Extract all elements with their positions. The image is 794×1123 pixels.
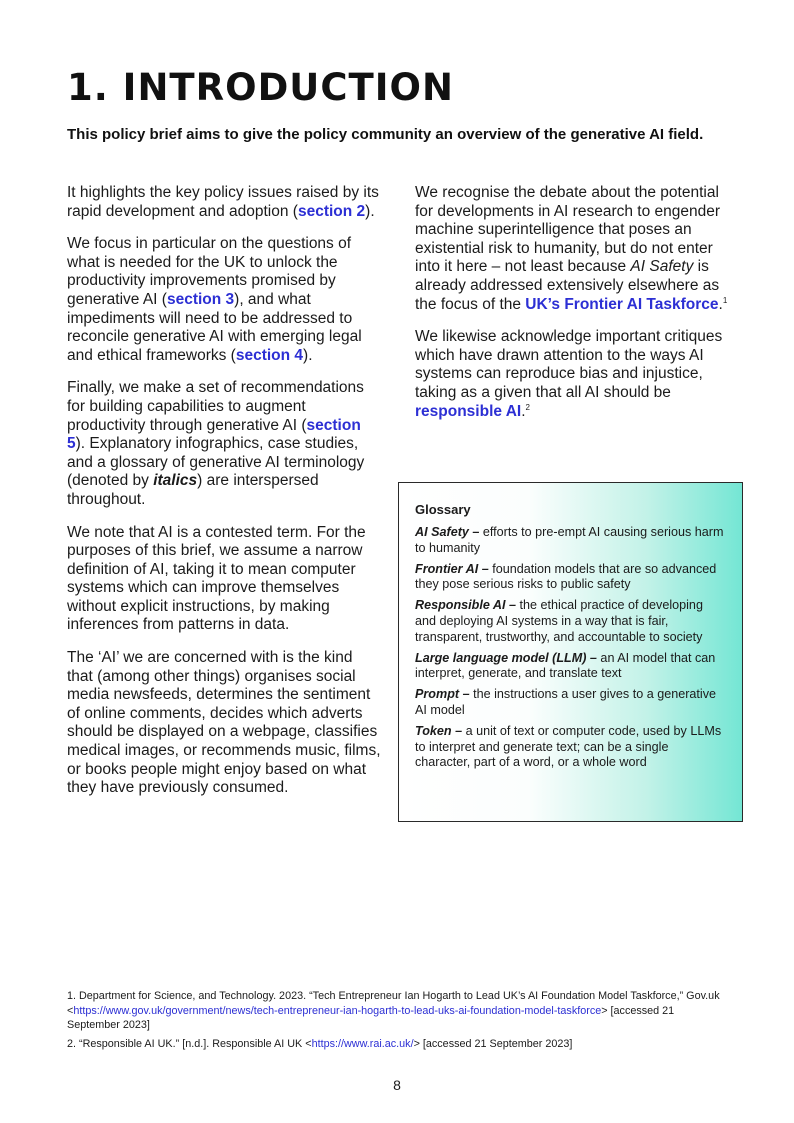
footnote-ref-1[interactable]: 1 — [722, 295, 728, 305]
footnote-ref-2[interactable]: 2 — [525, 402, 530, 412]
glossary-entry-llm — [415, 651, 726, 683]
glossary-definition: the instructions a user gives to a generative AI model — [415, 687, 717, 717]
glossary-entry-token — [415, 724, 726, 771]
right-paragraph-1 — [415, 184, 730, 314]
text-segment: Finally, we make a set of recommendations for building capabilities to augment productivity through generative AI ( — [67, 379, 364, 434]
glossary-term: Responsible AI – — [415, 598, 517, 613]
left-paragraph-3 — [67, 379, 381, 509]
glossary-definition: a unit of text or computer code, used by LLMs to interpret and generate text; can be a single character, part of a word, or a whole word — [415, 723, 722, 770]
text-segment: . — [718, 295, 723, 313]
text-segment: ), and what impediments will need to be addressed to reconcile generative AI with emerging legal and ethical frameworks ( — [67, 290, 362, 364]
text-segment: We focus in particular on the questions of what is needed for the UK to unlock the productivity improvements promised by generative AI ( — [67, 235, 352, 308]
glossary-term: Token – — [415, 723, 463, 738]
text-segment: It highlights the key policy issues raised by its rapid development and adoption ( — [67, 184, 379, 220]
footnote-2 — [67, 1037, 727, 1052]
footnote-1-url-link[interactable]: https://www.gov.uk/government/news/tech-entrepreneur-ian-hogarth-to-lead-uks-ai-foundation-model-taskforce — [73, 1004, 602, 1017]
section-5-link[interactable]: section 5 — [67, 416, 361, 453]
ai-safety-term: AI Safety — [630, 258, 694, 276]
glossary-box — [398, 482, 743, 822]
footnote-1 — [67, 989, 727, 1033]
page-number: 8 — [393, 1077, 401, 1093]
glossary-term: Large language model (LLM) – — [415, 650, 597, 665]
left-paragraph-1 — [67, 184, 381, 221]
glossary-entry-ai-safety — [415, 525, 726, 557]
glossary-definition: efforts to pre-empt AI causing serious harm to humanity — [415, 525, 724, 555]
glossary-definition: foundation models that are so advanced they pose serious risks to public safety — [415, 561, 717, 592]
text-segment: ). — [303, 346, 313, 364]
section-4-link[interactable]: section 4 — [235, 346, 304, 364]
lead-paragraph: This policy brief aims to give the policy community an overview of the generative AI field. — [67, 126, 704, 143]
left-paragraph-4: We note that AI is a contested term. For the purposes of this brief, we assume a narrow definition of AI, taking it to mean computer systems which can improve themselves without explicit instructions, by making inferences from patterns in data. — [67, 523, 366, 634]
glossary-term: AI Safety – — [415, 525, 480, 539]
glossary-term: Frontier AI – — [415, 561, 489, 576]
footnotes — [67, 989, 727, 1055]
text-segment: We likewise acknowledge important critiques which have drawn attention to the ways AI systems can reproduce bias and injustice, taking as a given that all AI should be — [415, 328, 723, 401]
left-paragraph-2 — [67, 235, 381, 365]
text-segment: > [accessed 21 September 2023] — [413, 1037, 573, 1050]
section-3-link[interactable]: section 3 — [166, 290, 235, 308]
left-paragraph-5: The ‘AI’ we are concerned with is the kind that (among other things) organises social media newsfeeds, determines the sentiment of online comments, decides which adverts should be displayed on a webpage, classifies medical images, or recommends music, films, or books people might enjoy based on what they have previously consumed. — [67, 649, 381, 797]
glossary-definition: the ethical practice of developing and deploying AI systems in a way that is fair, transparent, trustworthy, and accountable to society — [415, 598, 703, 644]
italics-example: italics — [153, 472, 198, 490]
left-column — [67, 184, 381, 812]
glossary-entry-prompt — [415, 687, 726, 719]
glossary-definition: an AI model that can interpret, generate, and translate text — [415, 650, 716, 681]
text-segment: 1. Department for Science, and Technology. 2023. “Tech Entrepreneur Ian Hogarth to Lead UK’s AI Foundation Model Taskforce,” Gov.uk < — [67, 990, 720, 1017]
glossary-title: Glossary — [415, 502, 471, 517]
responsible-ai-link[interactable]: responsible AI — [415, 402, 522, 420]
glossary-entry-frontier-ai — [415, 562, 726, 594]
page-title: 1. INTRODUCTION — [67, 66, 454, 109]
glossary-term: Prompt – — [415, 687, 470, 702]
text-segment: is already addressed extensively elsewhere as the focus of the — [415, 258, 720, 313]
glossary-entry-responsible-ai — [415, 598, 726, 645]
text-segment: ). — [365, 202, 375, 220]
text-segment: > [accessed 21 September 2023] — [67, 1004, 675, 1031]
section-2-link[interactable]: section 2 — [297, 202, 366, 220]
right-paragraph-2 — [415, 328, 730, 421]
text-segment: . — [521, 402, 526, 420]
text-segment: ). Explanatory infographics, case studies, and a glossary of generative AI terminology (denoted by — [67, 435, 365, 490]
footnote-2-url-link[interactable]: https://www.rai.ac.uk/ — [311, 1037, 414, 1050]
frontier-ai-taskforce-link[interactable]: UK’s Frontier AI Taskforce — [525, 295, 719, 313]
text-segment: We recognise the debate about the potential for developments in AI research to engender machine superintelligence that poses an existential risk to humanity, but do not enter into it here – not least because — [415, 184, 721, 276]
text-segment: 2. “Responsible AI UK.” [n.d.]. Responsible AI UK < — [67, 1037, 312, 1050]
right-column — [415, 184, 730, 435]
text-segment: ) are interspersed throughout. — [67, 472, 319, 508]
